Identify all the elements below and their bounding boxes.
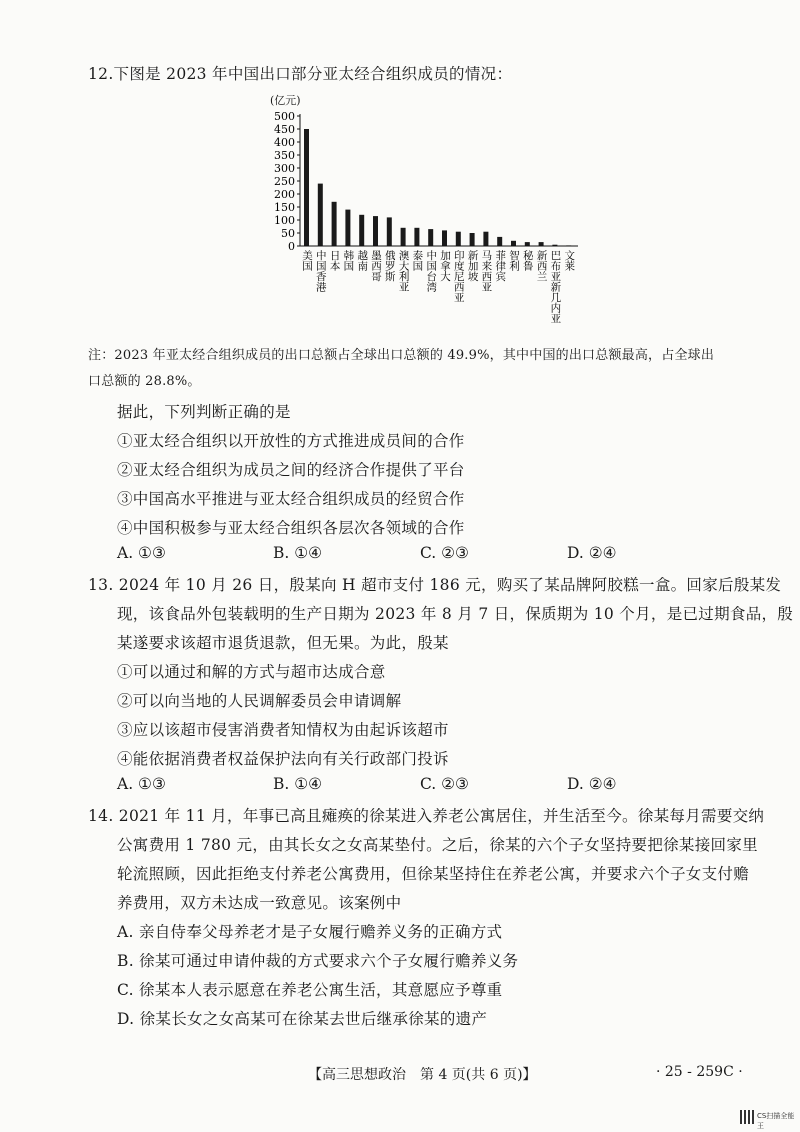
q14-option-d: D. 徐某长女之女高某可在徐某去世后继承徐某的遗产 [117,1010,488,1028]
bar [318,184,323,246]
q12-lead: 据此，下列判断正确的是 [117,403,291,421]
bar [511,241,516,246]
footer-page-title: 【高三思想政治 第 4 页(共 6 页)】 [308,1067,537,1083]
y-axis-title: (亿元) [270,94,301,107]
q13-option-d: D. ②④ [567,775,617,793]
bar [373,216,378,246]
q12-stem: 12.下图是 2023 年中国出口部分亚太经合组织成员的情况： [88,65,513,83]
y-tick-label: 500 [274,110,295,123]
x-tick-label: 澳大利亚 [397,250,410,292]
bar [414,228,419,246]
q13-line-3: 某遂要求该超市退货退款，但无果。为此，殷某 [117,634,449,652]
x-tick-label: 墨西哥 [370,250,382,282]
x-tick-label: 巴布亚新几内亚 [549,250,562,324]
bar [428,229,433,246]
bar [539,242,544,246]
x-tick-label: 中国台湾 [425,250,438,292]
y-tick-label: 0 [288,240,295,253]
x-tick-label: 韩国 [342,250,355,271]
q14-line-2: 公寓费用 1 780 元，由其长女之女高某垫付。之后，徐某的六个子女坚持要把徐某接回家里 [117,836,758,854]
q13-item-4: ④能依据消费者权益保护法向有关行政部门投诉 [117,750,449,768]
q12-note-line2: 口总额的 28.8%。 [88,374,201,389]
y-tick-label: 150 [274,201,295,214]
bar [497,237,502,246]
x-tick-label: 新加坡 [466,250,479,282]
q12-note-line1: 注：2023 年亚太经合组织成员的出口总额占全球出口总额的 49.9%，其中中国的出口总额最高，占全球出 [88,348,715,363]
y-tick-label: 50 [281,227,295,240]
bar [387,217,392,246]
x-tick-label: 秘鲁 [521,250,534,271]
q14-option-b: B. 徐某可通过申请仲裁的方式要求六个子女履行赡养义务 [117,952,519,970]
q12-item-2: ②亚太经合组织为成员之间的经济合作提供了平台 [117,461,465,479]
x-tick-label: 菲律宾 [494,250,507,282]
q12-item-1: ①亚太经合组织以开放性的方式推进成员间的合作 [117,432,465,450]
q14-line-1: 14. 2021 年 11 月，年事已高且瘫痪的徐某进入养老公寓居住，并生活至今。徐某每月需要交纳 [88,807,765,825]
qr-code-icon [740,1110,754,1124]
q13-line-2: 现，该食品外包装载明的生产日期为 2023 年 8 月 7 日，保质期为 10 个月，是已过期食品，殷 [117,605,794,623]
q14-option-c: C. 徐某本人表示愿意在养老公寓生活，其意愿应予尊重 [117,981,503,999]
bar [401,228,406,246]
q13-option-a: A. ①③ [117,775,166,793]
footer-code: · 25 - 259C · [656,1064,743,1080]
bar-chart [260,88,590,338]
y-tick-label: 200 [274,188,295,201]
q14-line-4: 养费用，双方未达成一致意见。该案例中 [117,894,402,912]
bar [525,242,530,246]
y-tick-label: 300 [274,162,295,175]
x-tick-label: 印度尼西亚 [452,250,465,303]
scanner-badge: CS扫描全能王 [757,1112,795,1130]
q12-option-a: A. ①③ [117,544,166,562]
y-tick-label: 450 [274,123,295,136]
y-tick-label: 400 [274,136,295,149]
q13-item-3: ③应以该超市侵害消费者知情权为由起诉该超市 [117,721,449,739]
q12-item-3: ③中国高水平推进与亚太经合组织成员的经贸合作 [117,490,465,508]
q13-option-c: C. ②③ [420,775,469,793]
bar [483,232,488,246]
y-tick-label: 250 [274,175,295,188]
x-tick-label: 俄罗斯 [383,250,396,282]
bar [332,202,337,246]
q13-item-1: ①可以通过和解的方式与超市达成合意 [117,663,386,681]
x-tick-label: 越南 [356,250,369,271]
bar [304,129,309,246]
q12-option-d: D. ②④ [567,544,617,562]
y-tick-label: 350 [274,149,295,162]
bar [442,230,447,246]
q12-option-b: B. ①④ [273,544,323,562]
x-tick-label: 中国香港 [314,250,327,292]
bar [345,210,350,246]
x-tick-label: 加拿大 [439,250,451,282]
bar [456,232,461,246]
bar [359,215,364,246]
q13-option-b: B. ①④ [273,775,323,793]
q13-line-1: 13. 2024 年 10 月 26 日，殷某向 H 超市支付 186 元，购买了某品牌阿胶糕一盒。回家后殷某发 [88,576,782,594]
bar [470,233,475,246]
x-tick-label: 智利 [508,250,520,271]
x-tick-label: 美国 [301,250,313,271]
y-tick-label: 100 [274,214,295,227]
q13-item-2: ②可以向当地的人民调解委员会申请调解 [117,692,402,710]
q12-option-c: C. ②③ [420,544,469,562]
x-tick-label: 日本 [328,250,341,271]
x-tick-label: 文莱 [563,250,576,271]
x-tick-label: 新西兰 [535,250,548,282]
x-tick-label: 马来西亚 [480,250,493,292]
x-tick-label: 泰国 [411,250,424,271]
q14-option-a: A. 亲自侍奉父母养老才是子女履行赡养义务的正确方式 [117,923,503,941]
q12-item-4: ④中国积极参与亚太经合组织各层次各领域的合作 [117,519,465,537]
q14-line-3: 轮流照顾，因此拒绝支付养老公寓费用，但徐某坚持住在养老公寓，并要求六个子女支付赡 [117,865,750,883]
